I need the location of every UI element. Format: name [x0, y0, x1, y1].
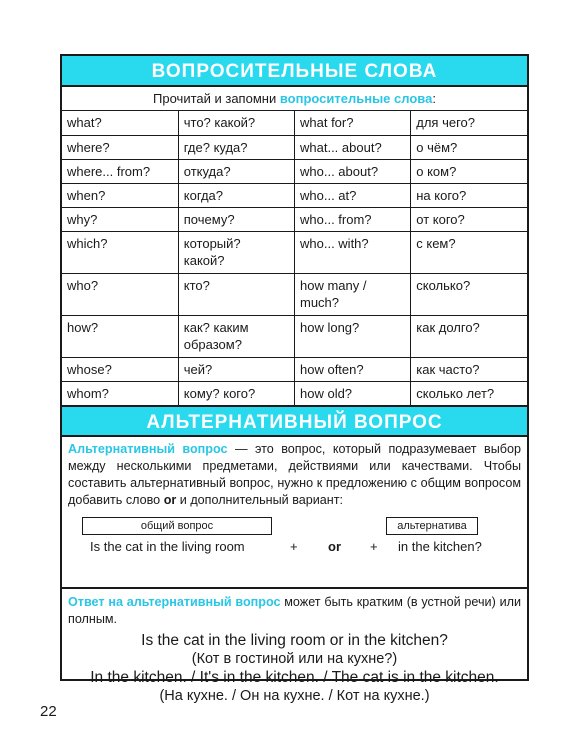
table-cell: для чего?	[411, 111, 527, 135]
table-cell: когда?	[178, 183, 294, 207]
table-cell: how many / much?	[295, 273, 411, 315]
table-cell: what?	[62, 111, 178, 135]
plus-sign-1: +	[290, 539, 298, 554]
table-cell: whose?	[62, 357, 178, 381]
answer-highlight: Ответ на альтернативный вопрос	[68, 595, 281, 609]
page-number: 22	[40, 703, 57, 720]
example-answer-en: In the kitchen. / It's in the kitchen. / The cat is in the kitchen.	[90, 669, 499, 686]
table-cell: на кого?	[411, 183, 527, 207]
table-cell: where... from?	[62, 159, 178, 183]
table-cell: where?	[62, 135, 178, 159]
general-question-box: общий вопрос	[82, 517, 272, 535]
examples	[68, 631, 521, 705]
table-cell: who... with?	[295, 231, 411, 273]
table-cell: how?	[62, 315, 178, 357]
table-row	[62, 183, 527, 207]
table-row	[62, 357, 527, 381]
table-cell: who?	[62, 273, 178, 315]
section-title-alternative-question: АЛЬТЕРНАТИВНЫЙ ВОПРОС	[62, 405, 527, 437]
table-cell: как долго?	[411, 315, 527, 357]
question-words-table	[62, 111, 527, 405]
alternative-scheme	[68, 515, 521, 563]
table-row	[62, 381, 527, 405]
table-cell: что? какой?	[178, 111, 294, 135]
table-row	[62, 111, 527, 135]
table-cell: который? какой?	[178, 231, 294, 273]
general-example: Is the cat in the living room	[90, 539, 245, 554]
table-cell: whom?	[62, 381, 178, 405]
plus-sign-2: +	[370, 539, 378, 554]
table-cell: which?	[62, 231, 178, 273]
definition-highlight: Альтернативный вопрос	[68, 442, 228, 456]
table-cell: как? каким образом?	[178, 315, 294, 357]
alternative-definition	[68, 441, 521, 509]
table-cell: кто?	[178, 273, 294, 315]
definition-or: or	[163, 493, 177, 507]
alternative-definition-block	[62, 437, 527, 589]
table-cell: who... at?	[295, 183, 411, 207]
table-cell: how long?	[295, 315, 411, 357]
table-row	[62, 231, 527, 273]
table-cell: где? куда?	[178, 135, 294, 159]
answer-text: может быть кратким (в устной речи) или полным.	[68, 595, 521, 626]
table-cell: сколько?	[411, 273, 527, 315]
table-cell: how old?	[295, 381, 411, 405]
table-cell: кому? кого?	[178, 381, 294, 405]
example-answer-ru: (На кухне. / Он на кухне. / Кот на кухне.)	[159, 688, 430, 704]
example-question-en: Is the cat in the living room or in the kitchen?	[141, 632, 448, 649]
intro-text: Прочитай и запомни	[153, 91, 280, 106]
table-cell: who... from?	[295, 207, 411, 231]
table-cell: откуда?	[178, 159, 294, 183]
table-row	[62, 315, 527, 357]
table-row	[62, 159, 527, 183]
table-cell: who... about?	[295, 159, 411, 183]
example-question-ru: (Кот в гостиной или на кухне?)	[191, 651, 398, 667]
answer-block	[62, 589, 527, 705]
table-cell: how often?	[295, 357, 411, 381]
table-cell: when?	[62, 183, 178, 207]
table-cell: сколько лет?	[411, 381, 527, 405]
table-cell: от кого?	[411, 207, 527, 231]
answer-definition	[68, 594, 521, 628]
table-cell: why?	[62, 207, 178, 231]
table-cell: как часто?	[411, 357, 527, 381]
table-cell: почему?	[178, 207, 294, 231]
intro-colon: :	[432, 91, 436, 106]
alternative-box: альтернатива	[386, 517, 478, 535]
table-cell: о ком?	[411, 159, 527, 183]
table-cell: о чём?	[411, 135, 527, 159]
table-row	[62, 207, 527, 231]
intro-line	[62, 87, 527, 111]
table-cell: what... about?	[295, 135, 411, 159]
intro-highlight: вопросительные слова	[279, 91, 433, 106]
definition-text-1: — это вопрос, который подразумевает выбор между несколькими предметами, действиями или качествами. Чтобы составить альтернативный вопрос, нужно к предложению с общим вопросом добавить слово	[68, 442, 521, 507]
table-row	[62, 135, 527, 159]
section-title-question-words: ВОПРОСИТЕЛЬНЫЕ СЛОВА	[62, 56, 527, 87]
table-cell: what for?	[295, 111, 411, 135]
alternative-example: in the kitchen?	[398, 539, 482, 554]
or-word: or	[328, 539, 341, 554]
definition-text-2: и дополнительный вариант:	[176, 493, 344, 507]
table-cell: чей?	[178, 357, 294, 381]
table-row	[62, 273, 527, 315]
main-frame	[60, 54, 529, 704]
table-cell: с кем?	[411, 231, 527, 273]
